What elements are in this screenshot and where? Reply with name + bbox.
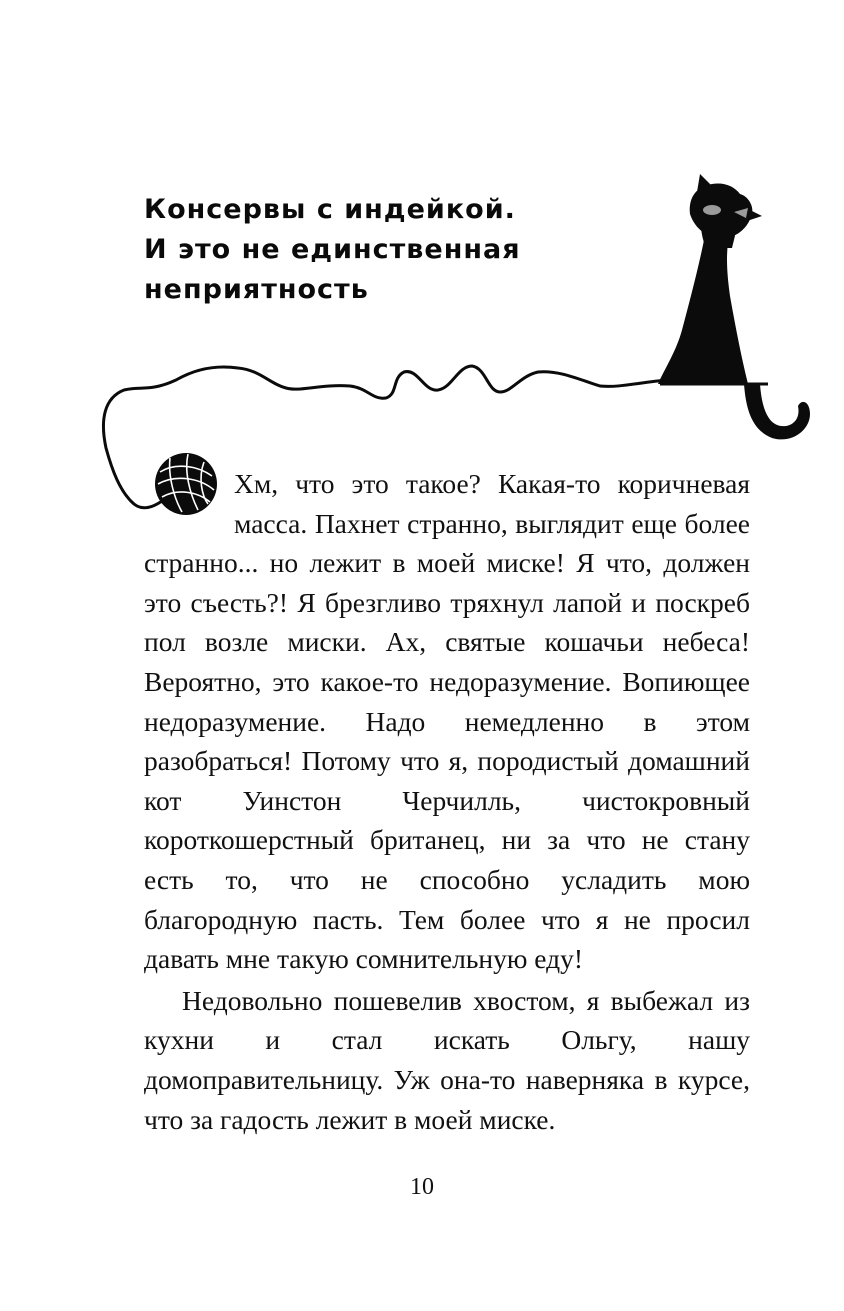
paragraph-2: Недовольно пошевелив хвостом, я выбежал из кухни и стал искать Ольгу, нашу домоправительницу. Уж она-то наверняка в курсе, что за гадость лежит в моей миске. <box>144 984 750 1135</box>
chapter-title-line-3: неприятность <box>144 274 369 305</box>
chapter-title <box>144 190 614 310</box>
paragraph-1: Хм, что это такое? Какая-то коричневая масса. Пахнет странно, выглядит еще более странно... но лежит в моей миске! Я что, должен это съесть?! Я брезгливо тряхнул лапой и поскреб пол возле миски. Ах, святые кошачьи небеса! Вероятно, это какое-то недоразумение. Вопиющее недоразумение. Надо немедленно в этом разобраться! Потому что я, породистый домашний кот Уинстон Черчилль, чистокровный короткошерстный британец, ни за что не стану есть то, что не способно усладить мою благородную пасть. Тем более что я не просил давать мне такую сомнительную еду! <box>144 468 750 975</box>
body-text <box>144 464 750 1139</box>
black-cat-icon <box>658 174 810 439</box>
chapter-title-line-2: И это не единственная <box>144 234 521 265</box>
page-number: 10 <box>410 1174 434 1200</box>
chapter-title-line-1: Консервы с индейкой. <box>144 194 516 225</box>
